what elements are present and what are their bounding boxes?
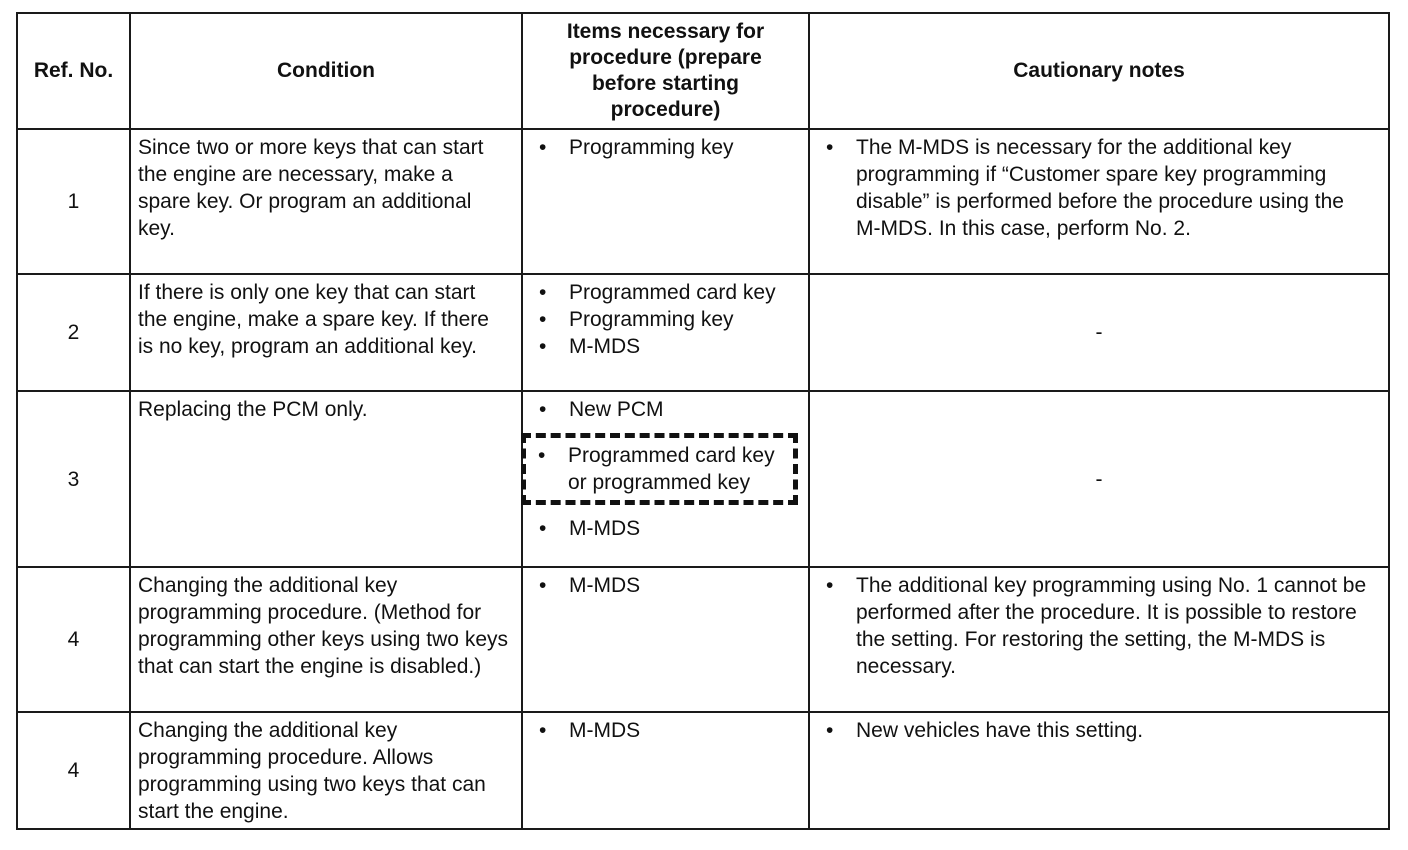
items-cell	[522, 712, 809, 829]
header-cautionary-notes: Cautionary notes	[809, 13, 1389, 129]
list-item: • Programming key	[537, 134, 800, 161]
table-row	[17, 391, 1389, 567]
notes-cell	[809, 712, 1389, 829]
condition-cell: Since two or more keys that can start the engine are necessary, make a spare key. Or program an additional key.	[130, 129, 522, 274]
list-item: • M-MDS	[537, 717, 800, 744]
ref-no-cell: 2	[17, 274, 130, 391]
condition-cell: Changing the additional key programming procedure. Allows programming using two keys that can start the engine.	[130, 712, 522, 829]
condition-cell: Changing the additional key programming procedure. (Method for programming other keys using two keys that can start the engine is disabled.)	[130, 567, 522, 712]
notes-cell	[809, 129, 1389, 274]
condition-cell: Replacing the PCM only.	[130, 391, 522, 567]
notes-cell	[809, 567, 1389, 712]
items-cell	[522, 391, 809, 567]
list-item: • Programming key	[537, 306, 800, 333]
list-item: • The additional key programming using No. 1 cannot be performed after the procedure. It is possible to restore the setting. For restoring the setting, the M-MDS is necessary.	[824, 572, 1372, 680]
list-item: • New vehicles have this setting.	[824, 717, 1372, 744]
notes-dash-cell: -	[809, 391, 1389, 567]
table-row	[17, 129, 1389, 274]
table-header-row	[17, 13, 1389, 129]
highlight-dashed-box	[521, 433, 798, 505]
notes-dash-cell: -	[809, 274, 1389, 391]
items-cell	[522, 274, 809, 391]
list-item: • M-MDS	[537, 333, 800, 360]
table-row	[17, 712, 1389, 829]
ref-no-cell: 1	[17, 129, 130, 274]
table-row	[17, 274, 1389, 391]
ref-no-cell: 4	[17, 567, 130, 712]
ref-no-cell: 4	[17, 712, 130, 829]
items-cell	[522, 129, 809, 274]
list-item: • Programmed card key or programmed key	[536, 442, 789, 496]
header-ref-no: Ref. No.	[17, 13, 130, 129]
header-items: Items necessary for procedure (prepare before starting procedure)	[522, 13, 809, 129]
condition-cell: If there is only one key that can start the engine, make a spare key. If there is no key, program an additional key.	[130, 274, 522, 391]
header-condition: Condition	[130, 13, 522, 129]
key-programming-table	[16, 12, 1390, 830]
list-item: • The M-MDS is necessary for the additional key programming if “Customer spare key programming disable” is performed before the procedure using the M-MDS. In this case, perform No. 2.	[824, 134, 1372, 242]
list-item: • M-MDS	[537, 515, 800, 542]
list-item: • Programmed card key	[537, 279, 800, 306]
list-item: • New PCM	[537, 396, 800, 423]
table-row	[17, 567, 1389, 712]
list-item: • M-MDS	[537, 572, 800, 599]
items-cell	[522, 567, 809, 712]
ref-no-cell: 3	[17, 391, 130, 567]
